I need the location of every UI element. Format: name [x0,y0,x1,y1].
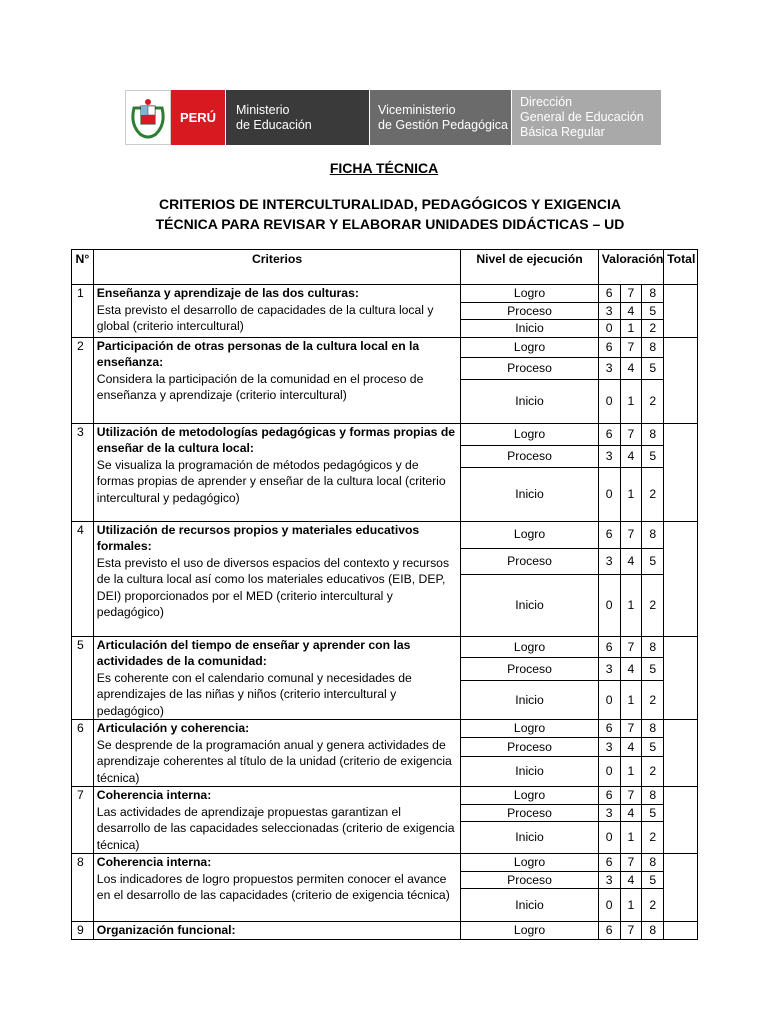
level-cell: Logro [461,787,598,805]
criterion-description: Los indicadores de logro propuestos permiten conocer el avance en el desarrollo de las capacidades (criterio de exigencia técnica) [96,871,450,902]
criterion-description: Esta previsto el uso de diversos espacios del contexto y recursos de la cultura local así como los materiales educativos (EIB, DEP, DEI) proporcionados por el MED (criterio intercultural y pedagógico) [96,555,450,619]
score-cell: 2 [642,467,664,521]
criteria-table [71,249,698,940]
header-level: Nivel de ejecución [461,250,598,285]
row-number: 4 [72,521,94,636]
score-cell: 2 [642,756,664,786]
score-cell: 1 [620,574,642,636]
score-cell: 6 [598,922,620,940]
level-cell: Proceso [461,658,598,681]
header-valuation: Valoración [598,250,663,285]
score-cell: 7 [620,922,642,940]
score-cell: 8 [642,521,664,548]
total-cell[interactable] [664,636,698,720]
level-cell: Inicio [461,574,598,636]
score-cell: 4 [620,302,642,320]
score-cell: 0 [598,574,620,636]
level-cell: Inicio [461,889,598,922]
score-cell: 3 [598,804,620,822]
score-cell: 6 [598,337,620,357]
table-row [72,787,698,805]
criterion-title: Organización funcional: [96,923,236,937]
score-cell: 6 [598,636,620,658]
level-cell: Logro [461,337,598,357]
score-cell: 8 [642,922,664,940]
score-cell: 8 [642,854,664,872]
score-cell: 8 [642,285,664,303]
header-total: Total [664,250,698,285]
level-cell: Inicio [461,756,598,786]
direction-line-3: Básica Regular [520,125,605,139]
row-number: 6 [72,720,94,787]
ministry-line-2: de Educación [236,117,312,132]
table-row [72,285,698,303]
score-cell: 5 [642,738,664,756]
score-cell: 2 [642,320,664,338]
level-cell: Inicio [461,379,598,423]
table-row [72,521,698,548]
criterion-title: Utilización de recursos propios y materiales educativos formales: [96,522,420,553]
score-cell: 0 [598,680,620,719]
score-cell: 3 [598,357,620,379]
table-row [72,854,698,872]
score-cell: 2 [642,680,664,719]
total-cell[interactable] [664,787,698,854]
score-cell: 7 [620,636,642,658]
criterion-cell [93,720,461,787]
total-cell[interactable] [664,423,698,521]
score-cell: 8 [642,720,664,738]
criterion-cell [93,337,461,423]
ministry-label [225,90,369,145]
vice-line-1: Viceministerio [378,102,456,117]
score-cell: 2 [642,889,664,922]
score-cell: 8 [642,787,664,805]
header-criteria: Criterios [93,250,461,285]
score-cell: 4 [620,445,642,467]
score-cell: 7 [620,285,642,303]
score-cell: 4 [620,738,642,756]
score-cell: 7 [620,787,642,805]
subtitle-line-2: TÉCNICA PARA REVISAR Y ELABORAR UNIDADES DIDÁCTICAS – UD [155,216,625,232]
score-cell: 8 [642,636,664,658]
score-cell: 5 [642,302,664,320]
coat-of-arms-icon [128,94,168,142]
level-cell: Proceso [461,738,598,756]
score-cell: 5 [642,871,664,889]
criterion-description: Esta previsto el desarrollo de capacidades de la cultura local y global (criterio intercultural) [96,302,434,333]
level-cell: Logro [461,636,598,658]
document-subtitle [120,194,660,234]
score-cell: 1 [620,680,642,719]
score-cell: 2 [642,574,664,636]
criterion-description: Es coherente con el calendario comunal y necesidades de aprendizajes de las niñas y niños (criterio intercultural y pedagógico) [96,670,412,718]
score-cell: 6 [598,285,620,303]
score-cell: 7 [620,854,642,872]
score-cell: 5 [642,804,664,822]
crest-logo [125,90,171,145]
score-cell: 3 [598,302,620,320]
score-cell: 6 [598,521,620,548]
total-cell[interactable] [664,285,698,338]
table-row [72,636,698,658]
score-cell: 1 [620,822,642,854]
score-cell: 3 [598,658,620,681]
criterion-cell [93,423,461,521]
criterion-cell [93,922,461,940]
score-cell: 3 [598,548,620,574]
score-cell: 0 [598,379,620,423]
score-cell: 0 [598,756,620,786]
document-title: FICHA TÉCNICA [329,160,439,176]
criterion-title: Participación de otras personas de la cultura local en la enseñanza: [96,338,420,369]
header-banner [125,90,661,145]
score-cell: 3 [598,871,620,889]
score-cell: 4 [620,658,642,681]
total-cell[interactable] [664,337,698,423]
level-cell: Logro [461,854,598,872]
level-cell: Proceso [461,445,598,467]
score-cell: 0 [598,467,620,521]
score-cell: 3 [598,445,620,467]
table-row [72,337,698,357]
score-cell: 2 [642,822,664,854]
vice-ministry-label [369,90,511,145]
criterion-title: Coherencia interna: [96,855,212,869]
score-cell: 1 [620,756,642,786]
peru-label: PERÚ [171,90,225,145]
total-cell[interactable] [664,521,698,636]
score-cell: 1 [620,889,642,922]
table-row [72,922,698,940]
level-cell: Logro [461,922,598,940]
level-cell: Logro [461,285,598,303]
level-cell: Proceso [461,871,598,889]
criterion-description: Se visualiza la programación de métodos pedagógicos y de formas propias de aprender y enseñar de la cultura local (criterio intercultural y pedagógico) [96,457,446,505]
criterion-cell [93,285,461,338]
score-cell: 0 [598,889,620,922]
criterion-title: Coherencia interna: [96,788,212,802]
criterion-cell [93,636,461,720]
level-cell: Inicio [461,320,598,338]
score-cell: 6 [598,423,620,445]
criterion-cell [93,854,461,922]
score-cell: 6 [598,720,620,738]
level-cell: Proceso [461,357,598,379]
vice-line-2: de Gestión Pedagógica [378,117,508,132]
row-number: 5 [72,636,94,720]
score-cell: 1 [620,320,642,338]
level-cell: Proceso [461,804,598,822]
score-cell: 6 [598,854,620,872]
row-number: 2 [72,337,94,423]
score-cell: 1 [620,379,642,423]
score-cell: 7 [620,521,642,548]
ministry-line-1: Ministerio [236,102,290,117]
score-cell: 5 [642,548,664,574]
level-cell: Proceso [461,302,598,320]
score-cell: 5 [642,658,664,681]
row-number: 7 [72,787,94,854]
score-cell: 0 [598,320,620,338]
total-cell[interactable] [664,720,698,787]
score-cell: 0 [598,822,620,854]
subtitle-line-1: CRITERIOS DE INTERCULTURALIDAD, PEDAGÓGICOS Y EXIGENCIA [158,196,622,212]
score-cell: 1 [620,467,642,521]
direction-label [511,90,661,145]
total-cell[interactable] [664,854,698,922]
criterion-title: Utilización de metodologías pedagógicas y formas propias de enseñar de la cultura local: [96,424,456,455]
table-header-row [72,250,698,285]
criterion-title: Enseñanza y aprendizaje de las dos culturas: [96,286,359,300]
level-cell: Inicio [461,680,598,719]
score-cell: 4 [620,548,642,574]
criterion-title: Articulación y coherencia: [96,721,250,735]
level-cell: Logro [461,521,598,548]
header-number: N° [72,250,94,285]
level-cell: Proceso [461,548,598,574]
score-cell: 4 [620,357,642,379]
score-cell: 8 [642,423,664,445]
score-cell: 3 [598,738,620,756]
score-cell: 7 [620,720,642,738]
criterion-description: Considera la participación de la comunidad en el proceso de enseñanza y aprendizaje (criterio intercultural) [96,371,424,402]
criterion-cell [93,521,461,636]
row-number: 9 [72,922,94,940]
score-cell: 7 [620,337,642,357]
criterion-cell [93,787,461,854]
score-cell: 5 [642,445,664,467]
criterion-description: Las actividades de aprendizaje propuestas garantizan el desarrollo de las capacidades seleccionadas (criterio de exigencia técnica) [96,804,455,852]
score-cell: 4 [620,871,642,889]
table-row [72,423,698,445]
criterion-title: Articulación del tiempo de enseñar y aprender con las actividades de la comunidad: [96,637,411,668]
score-cell: 6 [598,787,620,805]
level-cell: Inicio [461,467,598,521]
score-cell: 8 [642,337,664,357]
table-row [72,720,698,738]
score-cell: 5 [642,357,664,379]
row-number: 8 [72,854,94,922]
score-cell: 4 [620,804,642,822]
level-cell: Logro [461,720,598,738]
row-number: 1 [72,285,94,338]
score-cell: 7 [620,423,642,445]
criterion-description: Se desprende de la programación anual y genera actividades de aprendizaje coherentes al título de la unidad (criterio de exigencia técnica) [96,737,452,785]
direction-line-1: Dirección [520,95,573,109]
direction-line-2: General de Educación [520,110,644,124]
row-number: 3 [72,423,94,521]
score-cell: 2 [642,379,664,423]
level-cell: Logro [461,423,598,445]
level-cell: Inicio [461,822,598,854]
total-cell[interactable] [664,922,698,940]
